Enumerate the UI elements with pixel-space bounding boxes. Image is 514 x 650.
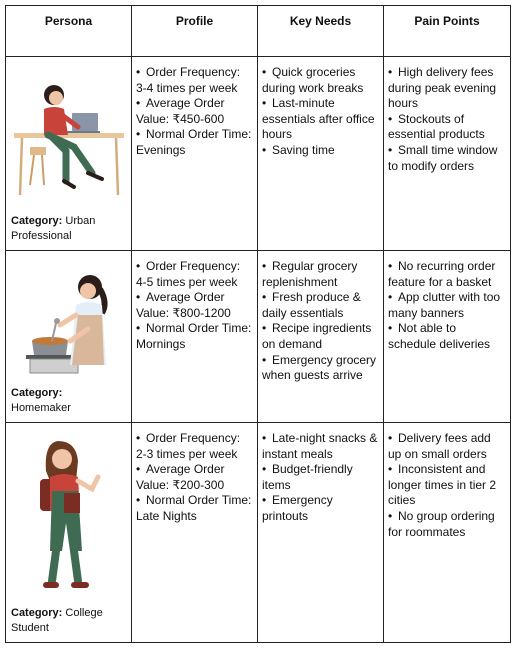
list-item: • Order Frequency: 3-4 times per week (136, 65, 241, 95)
profile-cell (132, 57, 258, 251)
persona-category (11, 386, 127, 416)
cooking-woman-illustration (8, 259, 124, 377)
persona-table (5, 5, 511, 643)
persona-cell (6, 57, 132, 251)
list-item: • Average Order Value: ₹450-600 (136, 96, 225, 126)
key-needs-cell (258, 57, 384, 251)
list-item: • Normal Order Time: Late Nights (136, 493, 252, 523)
list-item: • App clutter with too many banners (388, 290, 501, 320)
list-item: • Normal Order Time: Evenings (136, 127, 252, 157)
header-profile: Profile (132, 6, 258, 57)
category-label: Category: (11, 607, 63, 619)
profile-cell (132, 423, 258, 643)
list-item: • Last-minute essentials after office hours (262, 96, 375, 142)
persona-row-homemaker (6, 251, 511, 423)
persona-cell (6, 251, 132, 423)
list-item: • Average Order Value: ₹200-300 (136, 462, 225, 492)
list-item: • Saving time (262, 142, 335, 157)
header-persona: Persona (6, 6, 132, 57)
persona-row-urban-professional (6, 57, 511, 251)
list-item: • Fresh produce & daily essentials (262, 290, 361, 320)
pain-points-cell (384, 57, 511, 251)
list-item: • Small time window to modify orders (388, 142, 498, 173)
key-needs-cell (258, 423, 384, 643)
persona-category (11, 606, 127, 636)
list-item: • Regular grocery replenishment (262, 259, 358, 289)
category-value: Urban Professional (11, 215, 96, 242)
header-key-needs: Key Needs (258, 6, 384, 57)
list-item: • Average Order Value: ₹800-1200 (136, 290, 231, 320)
category-value: Homemaker (11, 402, 71, 414)
header-pain-points: Pain Points (384, 6, 511, 57)
category-label: Category: (11, 215, 63, 227)
working-woman-laptop-illustration (8, 65, 124, 205)
header-row (6, 6, 511, 57)
category-label: Category: (11, 387, 63, 399)
list-item: • Order Frequency: 4-5 times per week (136, 259, 241, 289)
persona-row-college-student (6, 423, 511, 643)
persona-cell (6, 423, 132, 643)
list-item: • Quick groceries during work breaks (262, 65, 364, 95)
list-item: • Not able to schedule deliveries (388, 321, 491, 351)
pain-points-cell (384, 423, 511, 643)
category-value: College Student (11, 607, 103, 634)
list-item: • Inconsistent and longer times in tier 2 cities (388, 462, 497, 508)
list-item: • Budget-friendly items (262, 462, 353, 492)
list-item: • High delivery fees during peak evening hours (388, 65, 497, 111)
pain-points-cell (384, 251, 511, 423)
list-item: • Normal Order Time: Mornings (136, 321, 252, 351)
list-item: • Delivery fees add up on small orders (388, 431, 491, 461)
list-item: • Emergency printouts (262, 493, 333, 523)
list-item: • Stockouts of essential products (388, 111, 485, 142)
list-item: • No recurring order feature for a basket (388, 259, 496, 289)
list-item: • Recipe ingredients on demand (262, 321, 372, 351)
persona-category (11, 214, 127, 244)
list-item: • Late-night snacks & instant meals (262, 431, 378, 461)
student-girl-books-illustration (8, 431, 124, 601)
list-item: • Order Frequency: 2-3 times per week (136, 431, 241, 461)
profile-cell (132, 251, 258, 423)
list-item: • Emergency grocery when guests arrive (262, 352, 377, 383)
list-item: • No group ordering for roommates (388, 508, 495, 539)
key-needs-cell (258, 251, 384, 423)
